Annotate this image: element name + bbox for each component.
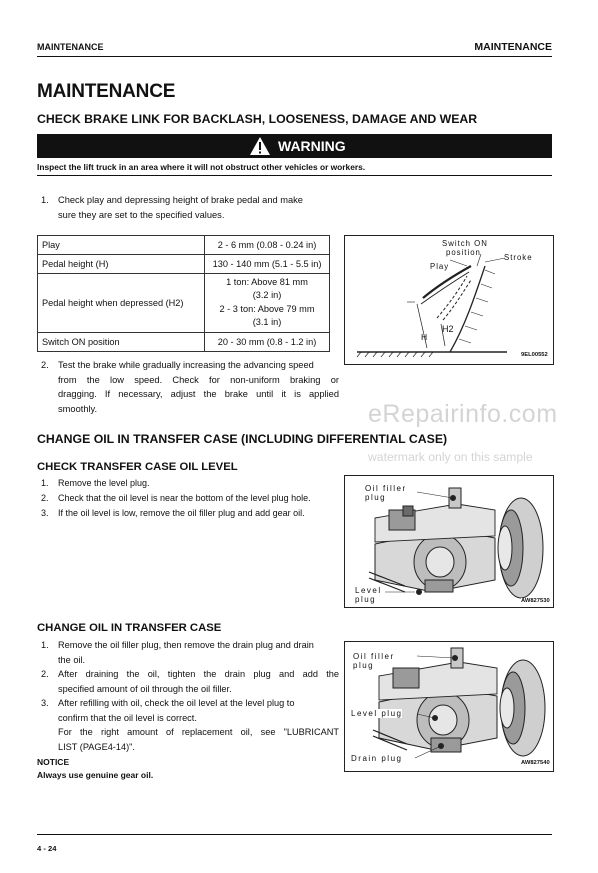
table-row: Play 2 - 6 mm (0.08 - 0.24 in)	[38, 236, 330, 255]
warning-bottom-rule	[37, 175, 552, 176]
figure-code: 9EL00552	[521, 352, 548, 358]
label-level-plug: Level plug	[351, 709, 403, 718]
header-left: MAINTENANCE	[37, 42, 104, 52]
notice-text: Always use genuine gear oil.	[37, 770, 154, 780]
warning-banner	[37, 134, 552, 158]
warning-label: WARNING	[278, 138, 346, 154]
section-heading-brake-link: CHECK BRAKE LINK FOR BACKLASH, LOOSENESS, DAMAGE AND WEAR	[37, 112, 478, 126]
label-position: position	[446, 248, 481, 257]
table-row: Pedal height when depressed (H2) 1 ton: Above 81 mm (3.2 in) 2 - 3 ton: Above 79 mm (3.1 in)	[38, 274, 330, 333]
header-rule	[37, 56, 552, 57]
figure-code: AW827540	[521, 760, 550, 766]
oil-level-figure	[344, 475, 554, 608]
label-play: Play	[430, 262, 450, 271]
footer-rule	[37, 834, 552, 835]
warning-triangle-icon	[249, 136, 271, 156]
page-title: MAINTENANCE	[37, 81, 176, 102]
label-level: Level	[355, 586, 382, 595]
header-right: MAINTENANCE	[474, 41, 552, 53]
label-plug: plug	[353, 661, 375, 670]
label-h: H	[421, 332, 428, 342]
watermark-main: eRepairinfo.com	[368, 400, 558, 428]
section-heading-transfer-case: CHANGE OIL IN TRANSFER CASE (INCLUDING DIFFERENTIAL CASE)	[37, 432, 448, 446]
label-oil-filler: Oil filler	[365, 484, 407, 493]
subheading-check-oil-level: CHECK TRANSFER CASE OIL LEVEL	[37, 461, 238, 473]
figure-code: AW827530	[521, 598, 550, 604]
page-number: 4 - 24	[37, 844, 57, 853]
notice-label: NOTICE	[37, 757, 70, 767]
label-oil-filler: Oil filler	[353, 652, 395, 661]
label-stroke: Stroke	[504, 253, 533, 262]
brake-spec-table	[37, 235, 330, 352]
label-h2: H2	[442, 324, 454, 334]
table-row: Pedal height (H) 130 - 140 mm (5.1 - 5.5 in)	[38, 255, 330, 274]
label-switch-on: Switch ON	[442, 239, 488, 248]
label-drain-plug: Drain plug	[351, 754, 403, 763]
subheading-change-oil: CHANGE OIL IN TRANSFER CASE	[37, 622, 222, 634]
label-plug-2: plug	[355, 595, 377, 604]
brake-pedal-figure	[344, 235, 554, 365]
label-plug: plug	[365, 493, 387, 502]
warning-text: Inspect the lift truck in an area where it will not obstruct other vehicles or workers.	[37, 162, 366, 172]
table-row: Switch ON position 20 - 30 mm (0.8 - 1.2 in)	[38, 332, 330, 351]
watermark-sub: watermark only on this sample	[368, 450, 533, 464]
drain-plug-figure	[344, 641, 554, 772]
